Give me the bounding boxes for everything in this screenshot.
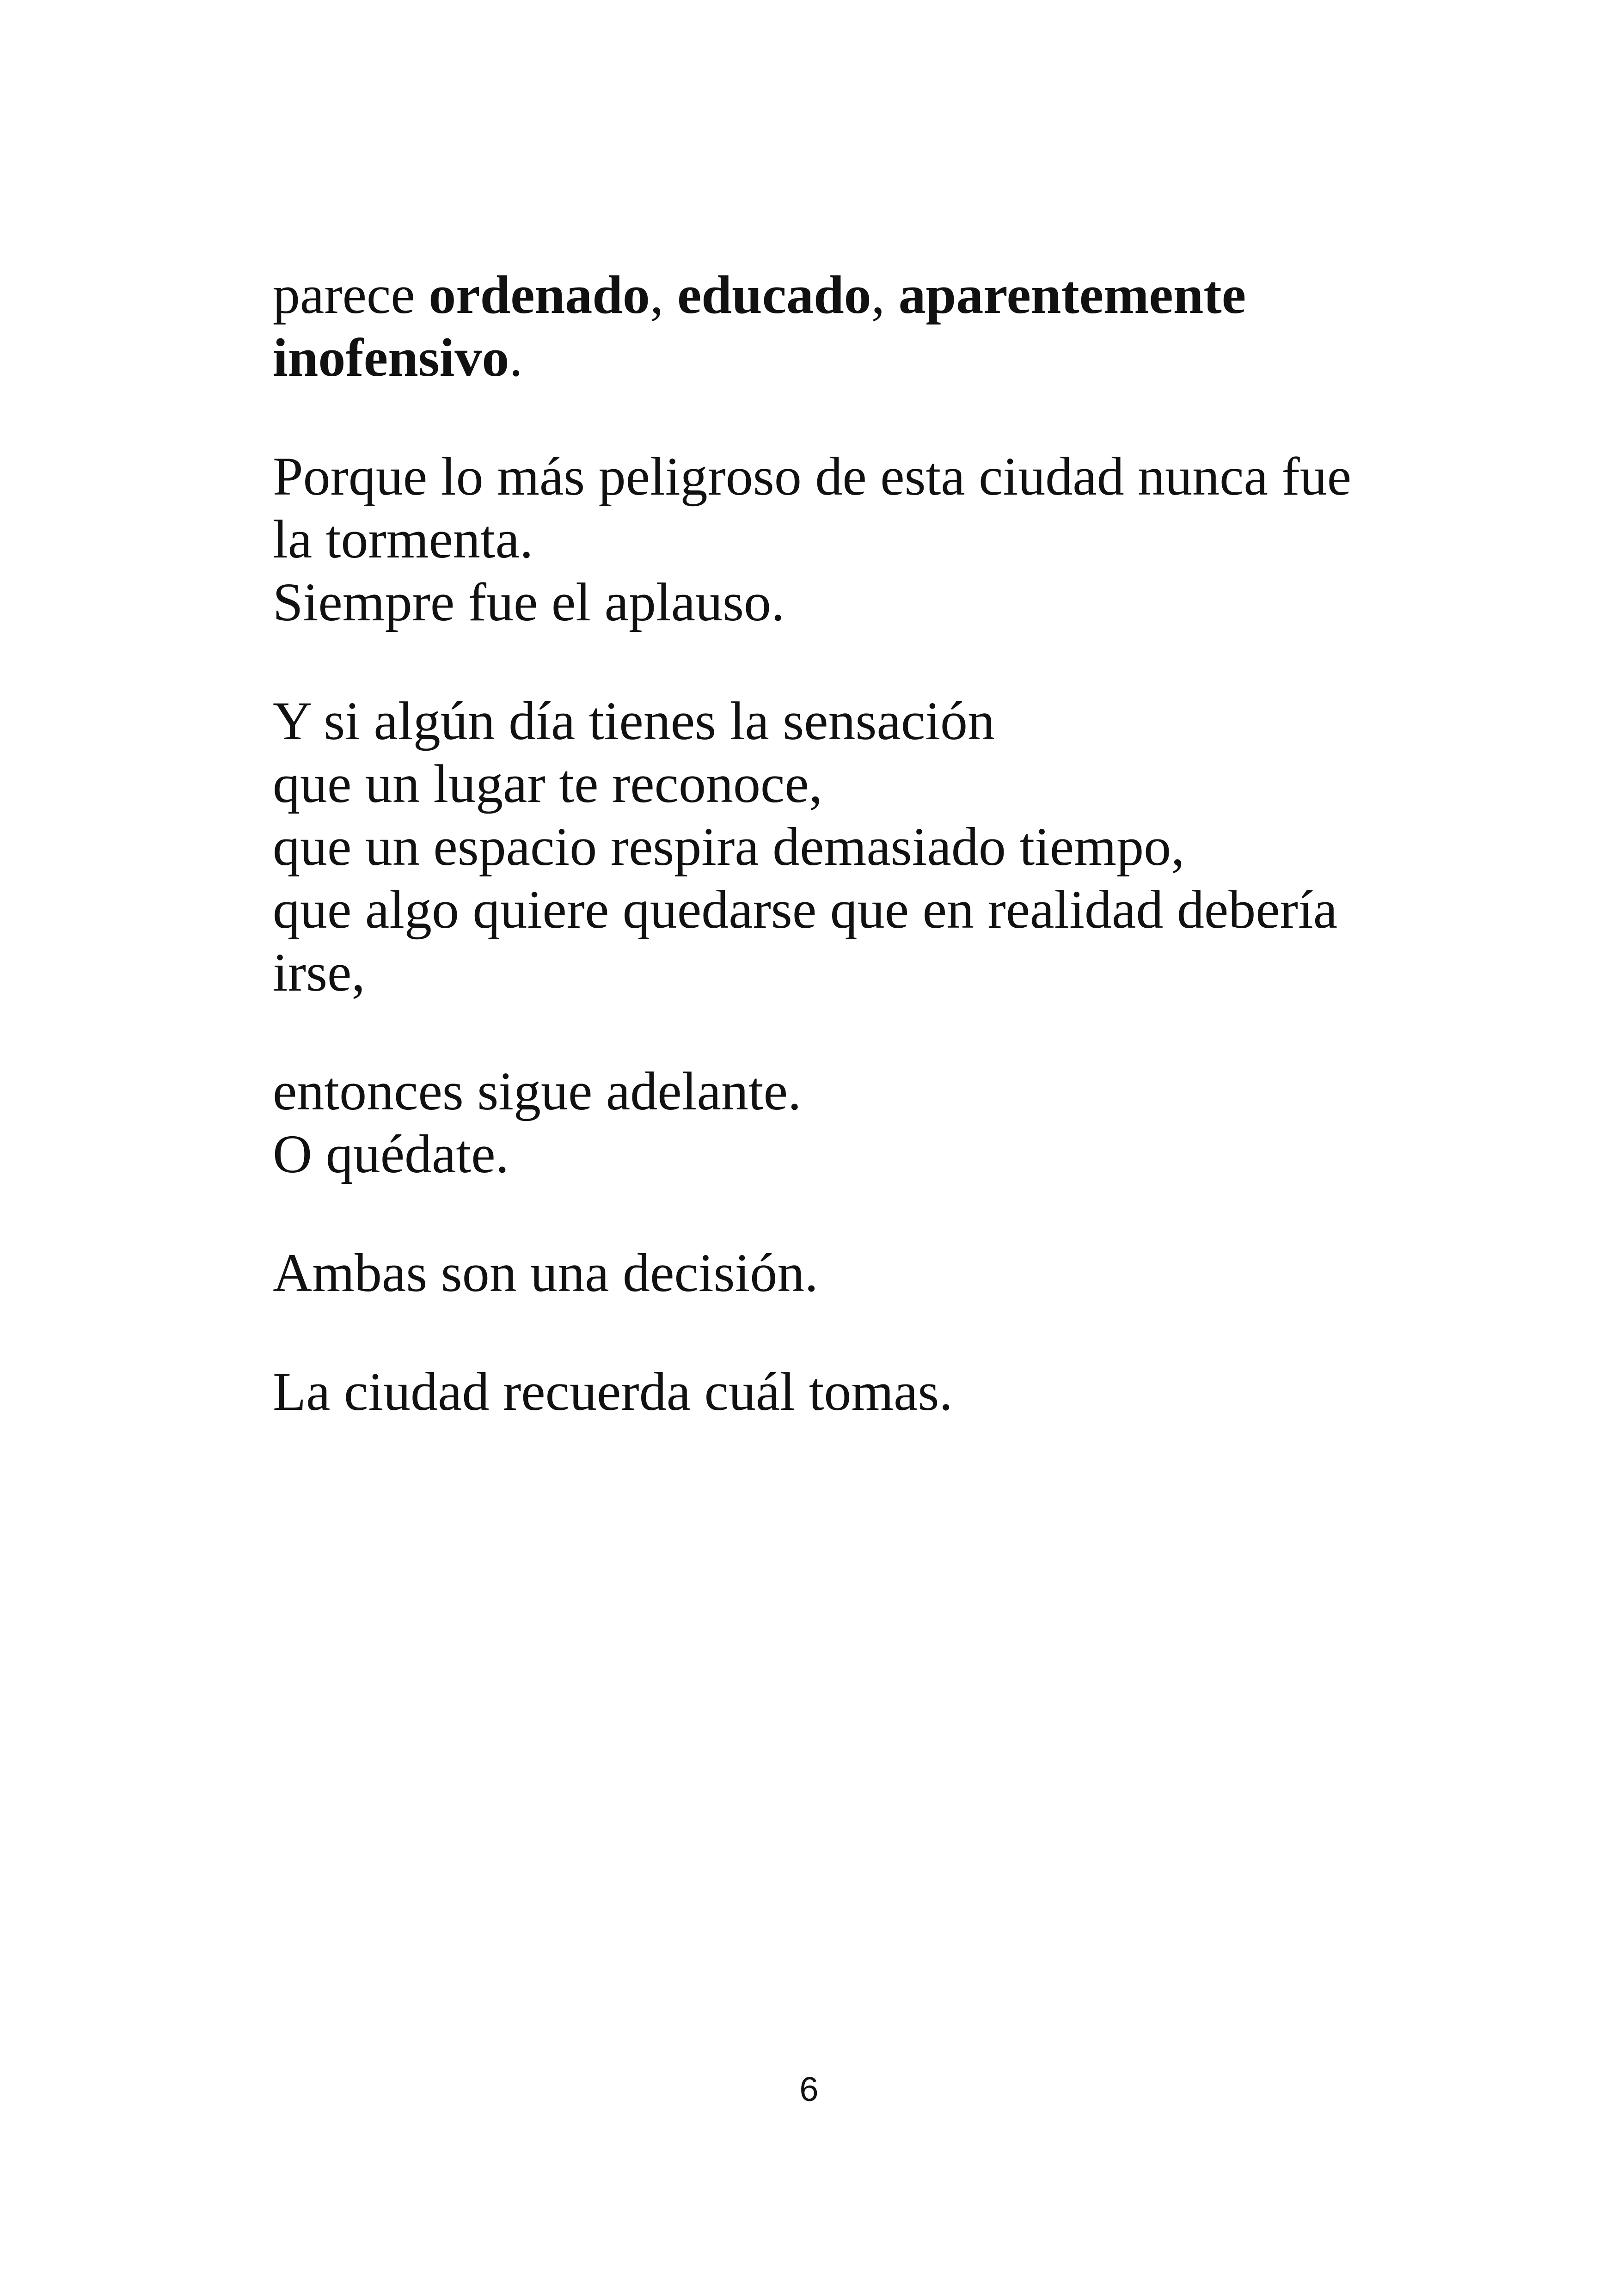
- paragraph-3: [273, 690, 1382, 1004]
- text-run: .: [509, 327, 523, 388]
- bold-word-educado: educado: [677, 264, 871, 325]
- text-line: [273, 263, 1382, 326]
- text-line: La ciudad recuerda cuál tomas.: [273, 1361, 953, 1422]
- text-line: O quédate.: [273, 1124, 509, 1184]
- text-line: entonces sigue adelante.: [273, 1061, 802, 1121]
- text-line: Siempre fue el aplauso.: [273, 572, 785, 632]
- text-run: ,: [871, 264, 899, 325]
- paragraph-2: [273, 445, 1382, 634]
- text-line: que algo quiere quedarse que en realidad debería: [273, 879, 1338, 940]
- text-line: Porque lo más peligroso de esta ciudad nunca fue: [273, 446, 1352, 507]
- paragraph-4: [273, 1060, 1382, 1186]
- bold-word-aparentemente: aparentemente: [898, 264, 1246, 325]
- poem-body: [273, 263, 1382, 1479]
- text-line: la tormenta.: [273, 509, 533, 569]
- bold-word-ordenado: ordenado: [429, 264, 650, 325]
- text-run: ,: [650, 264, 677, 325]
- text-line: que un espacio respira demasiado tiempo,: [273, 816, 1185, 877]
- text-line: Ambas son una decisión.: [273, 1243, 818, 1303]
- text-line: que un lugar te reconoce,: [273, 753, 823, 814]
- text-run: parece: [273, 264, 429, 325]
- paragraph-1: [273, 263, 1382, 389]
- bold-word-inofensivo: inofensivo: [273, 327, 509, 388]
- text-line: irse,: [273, 942, 365, 1003]
- text-line: [273, 326, 1382, 389]
- paragraph-5: [273, 1242, 1382, 1304]
- page-number: 6: [799, 2070, 819, 2108]
- text-line: Y si algún día tienes la sensación: [273, 691, 995, 751]
- paragraph-6: [273, 1360, 1382, 1423]
